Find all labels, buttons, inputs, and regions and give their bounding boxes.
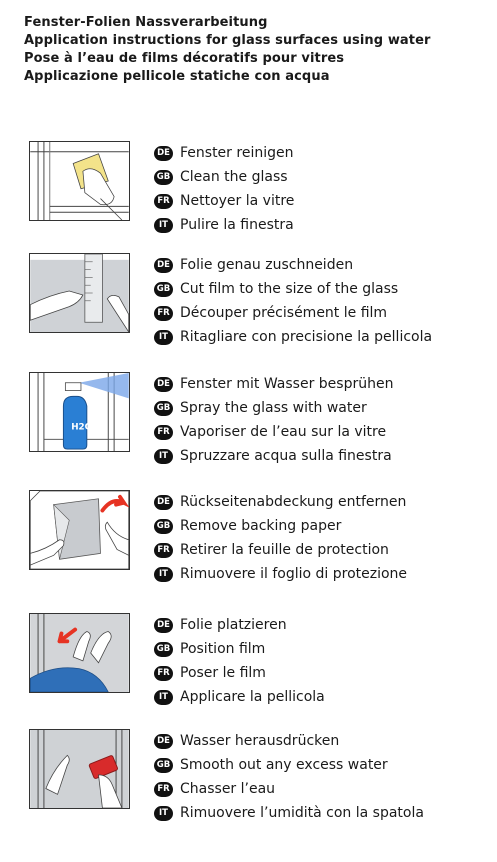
instruction-it: Ritagliare con precisione la pellicola: [180, 329, 433, 345]
instruction-gb: Smooth out any excess water: [180, 757, 388, 773]
step-clean-glass: [29, 141, 489, 233]
peel-backing-illustration: [29, 490, 130, 570]
fr-flag-badge: FR: [154, 425, 173, 440]
squeegee-illustration: [29, 729, 130, 809]
position-film-illustration: [29, 613, 130, 693]
step-spray-water: [29, 372, 489, 464]
spray-bottle-illustration: [29, 372, 130, 452]
instruction-fr: Nettoyer la vitre: [180, 193, 295, 209]
title-de: Fenster-Folien Nassverarbeitung: [24, 15, 268, 30]
gb-flag-badge: GB: [154, 282, 173, 297]
wipe-glass-illustration: [29, 141, 130, 221]
instruction-fr: Vaporiser de l’eau sur la vitre: [180, 424, 387, 440]
cut-film-illustration: [29, 253, 130, 333]
instruction-de: Rückseitenabdeckung entfernen: [180, 494, 407, 510]
step-position-film: [29, 613, 489, 705]
it-flag-badge: IT: [154, 806, 173, 821]
de-flag-badge: DE: [154, 377, 173, 392]
instruction-de: Folie platzieren: [180, 617, 287, 633]
instruction-gb: Spray the glass with water: [180, 400, 367, 416]
instruction-fr: Découper précisément le film: [180, 305, 388, 321]
gb-flag-badge: GB: [154, 519, 173, 534]
instruction-it: Applicare la pellicola: [180, 689, 325, 705]
instruction-it: Rimuovere l’umidità con la spatola: [180, 805, 424, 821]
fr-flag-badge: FR: [154, 543, 173, 558]
de-flag-badge: DE: [154, 618, 173, 633]
instruction-fr: Poser le film: [180, 665, 266, 681]
instruction-fr: Retirer la feuille de protection: [180, 542, 389, 558]
step-cut-film: [29, 253, 489, 345]
step-remove-backing: [29, 490, 489, 582]
instruction-it: Pulire la finestra: [180, 217, 294, 233]
it-flag-badge: IT: [154, 330, 173, 345]
instruction-gb: Cut film to the size of the glass: [180, 281, 399, 297]
it-flag-badge: IT: [154, 690, 173, 705]
title-it: Applicazione pellicole statiche con acqua: [24, 69, 330, 84]
instruction-de: Folie genau zuschneiden: [180, 257, 354, 273]
step-squeegee-water: [29, 729, 489, 821]
instruction-it: Spruzzare acqua sulla finestra: [180, 448, 392, 464]
gb-flag-badge: GB: [154, 170, 173, 185]
fr-flag-badge: FR: [154, 194, 173, 209]
instruction-de: Fenster reinigen: [180, 145, 294, 161]
gb-flag-badge: GB: [154, 642, 173, 657]
header-titles: [24, 14, 431, 86]
instruction-gb: Clean the glass: [180, 169, 288, 185]
gb-flag-badge: GB: [154, 758, 173, 773]
fr-flag-badge: FR: [154, 666, 173, 681]
gb-flag-badge: GB: [154, 401, 173, 416]
it-flag-badge: IT: [154, 567, 173, 582]
it-flag-badge: IT: [154, 449, 173, 464]
instruction-de: Fenster mit Wasser besprühen: [180, 376, 394, 392]
de-flag-badge: DE: [154, 146, 173, 161]
it-flag-badge: IT: [154, 218, 173, 233]
instruction-de: Wasser herausdrücken: [180, 733, 340, 749]
title-en: Application instructions for glass surfaces using water: [24, 33, 431, 48]
instruction-gb: Position film: [180, 641, 266, 657]
bottle-label: H2O: [71, 422, 93, 433]
fr-flag-badge: FR: [154, 782, 173, 797]
fr-flag-badge: FR: [154, 306, 173, 321]
de-flag-badge: DE: [154, 258, 173, 273]
de-flag-badge: DE: [154, 495, 173, 510]
instruction-gb: Remove backing paper: [180, 518, 342, 534]
de-flag-badge: DE: [154, 734, 173, 749]
instruction-fr: Chasser l’eau: [180, 781, 276, 797]
instruction-it: Rimuovere il foglio di protezione: [180, 566, 408, 582]
title-fr: Pose à l’eau de films décoratifs pour vitres: [24, 51, 345, 66]
